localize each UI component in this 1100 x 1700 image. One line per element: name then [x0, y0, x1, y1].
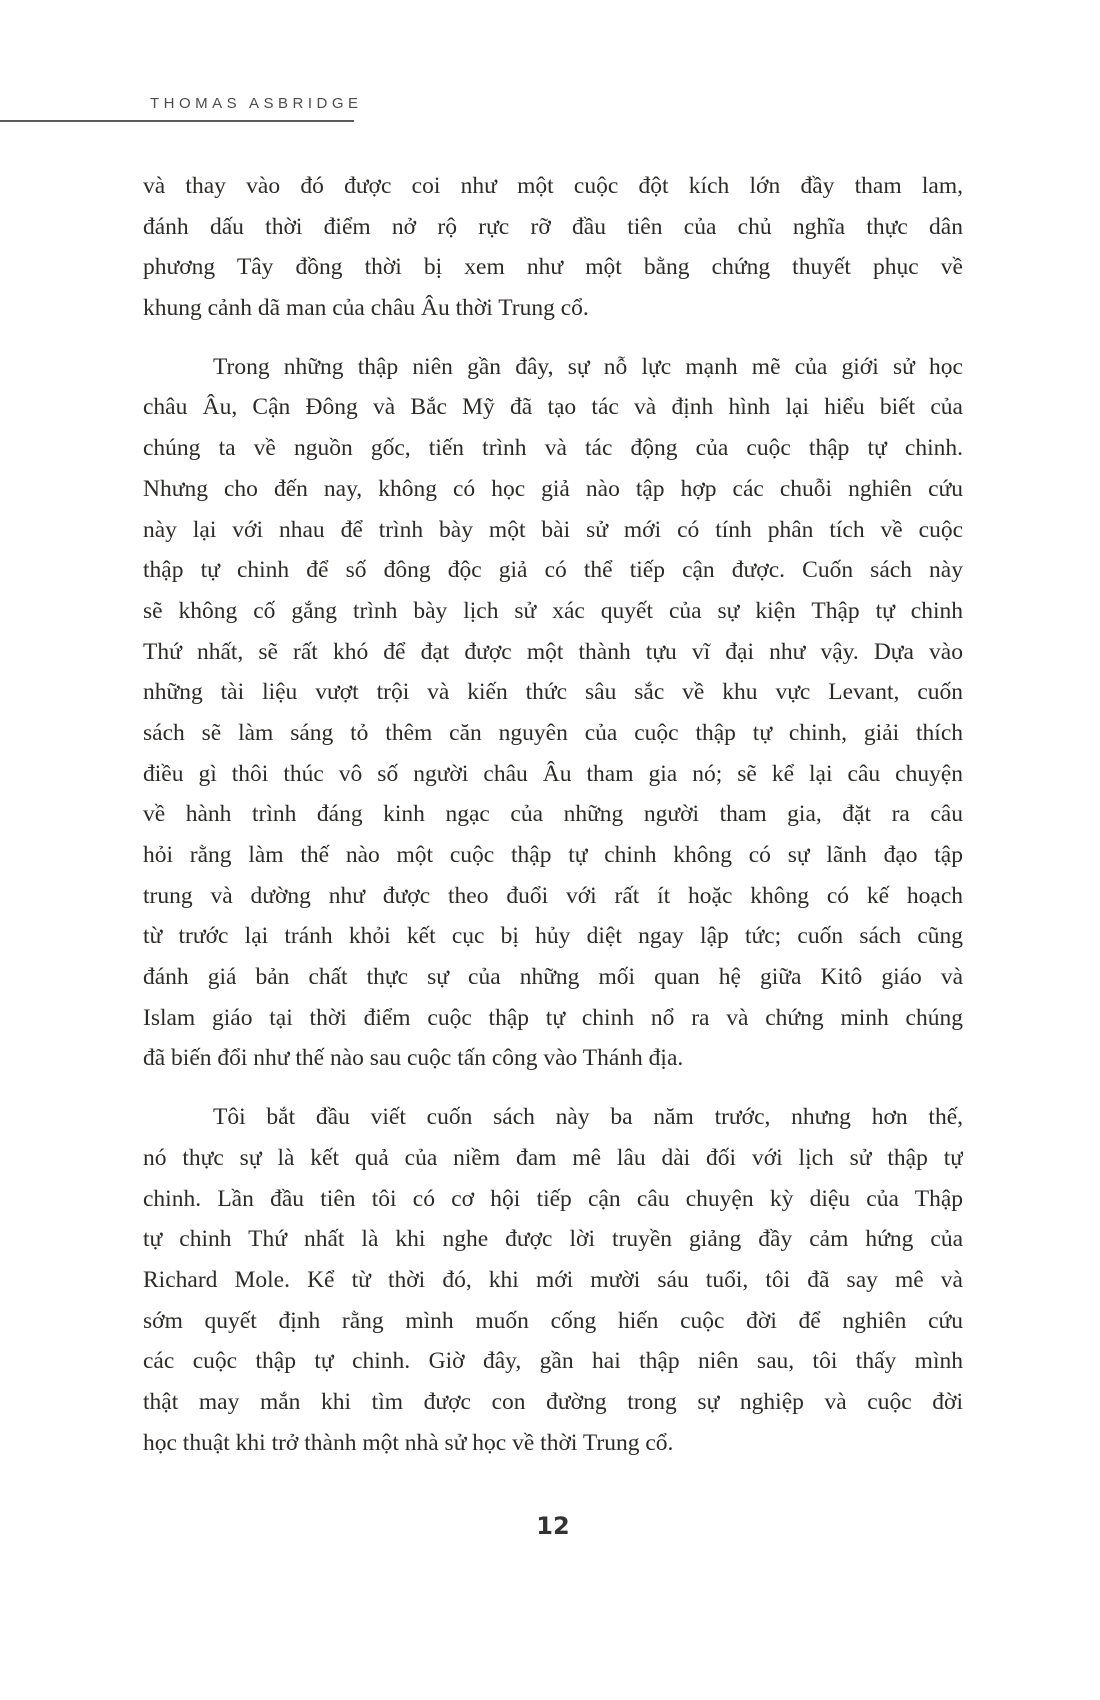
text-line: sẽ không cố gắng trình bày lịch sử xác quyết của sự kiện Thập tự chinh [143, 597, 963, 624]
text-line: chúng ta về nguồn gốc, tiến trình và tác động của cuộc thập tự chinh. [143, 435, 963, 462]
paragraph [143, 166, 963, 329]
text-line: Richard Mole. Kể từ thời đó, khi mới mười sáu tuổi, tôi đã say mê và [143, 1266, 963, 1293]
text-line: các cuộc thập tự chinh. Giờ đây, gần hai thập niên sau, tôi thấy mình [143, 1348, 963, 1375]
text-line: đánh dấu thời điểm nở rộ rực rỡ đầu tiên của chủ nghĩa thực dân [143, 213, 963, 240]
text-line: đánh giá bản chất thực sự của những mối quan hệ giữa Kitô giáo và [143, 964, 963, 991]
paragraph [143, 347, 963, 1079]
text-line: hỏi rằng làm thế nào một cuộc thập tự chinh không có sự lãnh đạo tập [143, 842, 963, 868]
text-line: Thứ nhất, sẽ rất khó để đạt được một thành tựu vĩ đại như vậy. Dựa vào [143, 638, 963, 665]
text-line: phương Tây đồng thời bị xem như một bằng chứng thuyết phục về [143, 254, 963, 281]
text-line: Tôi bắt đầu viết cuốn sách này ba năm trước, nhưng hơn thế, [213, 1104, 963, 1131]
text-line: này lại với nhau để trình bày một bài sử mới có tính phân tích về cuộc [143, 516, 963, 543]
text-line: những tài liệu vượt trội và kiến thức sâu sắc về khu vực Levant, cuốn [143, 679, 963, 706]
text-line: và thay vào đó được coi như một cuộc đột kích lớn đầy tham lam, [143, 173, 963, 199]
text-line: điều gì thôi thúc vô số người châu Âu tham gia nó; sẽ kể lại câu chuyện [143, 760, 963, 787]
text-line: sớm quyết định rằng mình muốn cống hiến cuộc đời để nghiên cứu [143, 1307, 963, 1334]
text-line: Trong những thập niên gần đây, sự nỗ lực mạnh mẽ của giới sử học [213, 353, 963, 380]
text-line: Nhưng cho đến nay, không có học giả nào tập hợp các chuỗi nghiên cứu [143, 475, 963, 502]
body-text [143, 166, 963, 1463]
text-line: trung và dường như được theo đuổi với rất ít hoặc không có kế hoạch [143, 882, 963, 909]
text-line: về hành trình đáng kinh ngạc của những người tham gia, đặt ra câu [143, 801, 963, 828]
text-line: châu Âu, Cận Đông và Bắc Mỹ đã tạo tác và định hình lại hiểu biết của [143, 394, 963, 421]
text-line: thập tự chinh để số đông độc giả có thể tiếp cận được. Cuốn sách này [143, 557, 963, 584]
text-line: sách sẽ làm sáng tỏ thêm căn nguyên của cuộc thập tự chinh, giải thích [143, 719, 963, 746]
text-line: khung cảnh dã man của châu Âu thời Trung cổ. [143, 295, 589, 322]
text-line: Islam giáo tại thời điểm cuộc thập tự chinh nổ ra và chứng minh chúng [143, 1004, 963, 1031]
text-line: thật may mắn khi tìm được con đường trong sự nghiệp và cuộc đời [143, 1388, 963, 1415]
text-line: tự chinh Thứ nhất là khi nghe được lời truyền giảng đầy cảm hứng của [143, 1226, 963, 1253]
header-rule [0, 120, 354, 122]
text-line: từ trước lại tránh khỏi kết cục bị hủy diệt ngay lập tức; cuốn sách cũng [143, 923, 963, 950]
paragraph [143, 1097, 963, 1463]
text-line: nó thực sự là kết quả của niềm đam mê lâu dài đối với lịch sử thập tự [143, 1144, 963, 1171]
text-line: chinh. Lần đầu tiên tôi có cơ hội tiếp cận câu chuyện kỳ diệu của Thập [143, 1185, 963, 1212]
page-footer [143, 1512, 963, 1540]
text-line: đã biến đổi như thế nào sau cuộc tấn công vào Thánh địa. [143, 1045, 684, 1072]
page-number: 12 [536, 1512, 570, 1540]
header-author-name: THOMAS ASBRIDGE [150, 95, 363, 112]
text-line: học thuật khi trở thành một nhà sử học về thời Trung cổ. [143, 1429, 674, 1456]
